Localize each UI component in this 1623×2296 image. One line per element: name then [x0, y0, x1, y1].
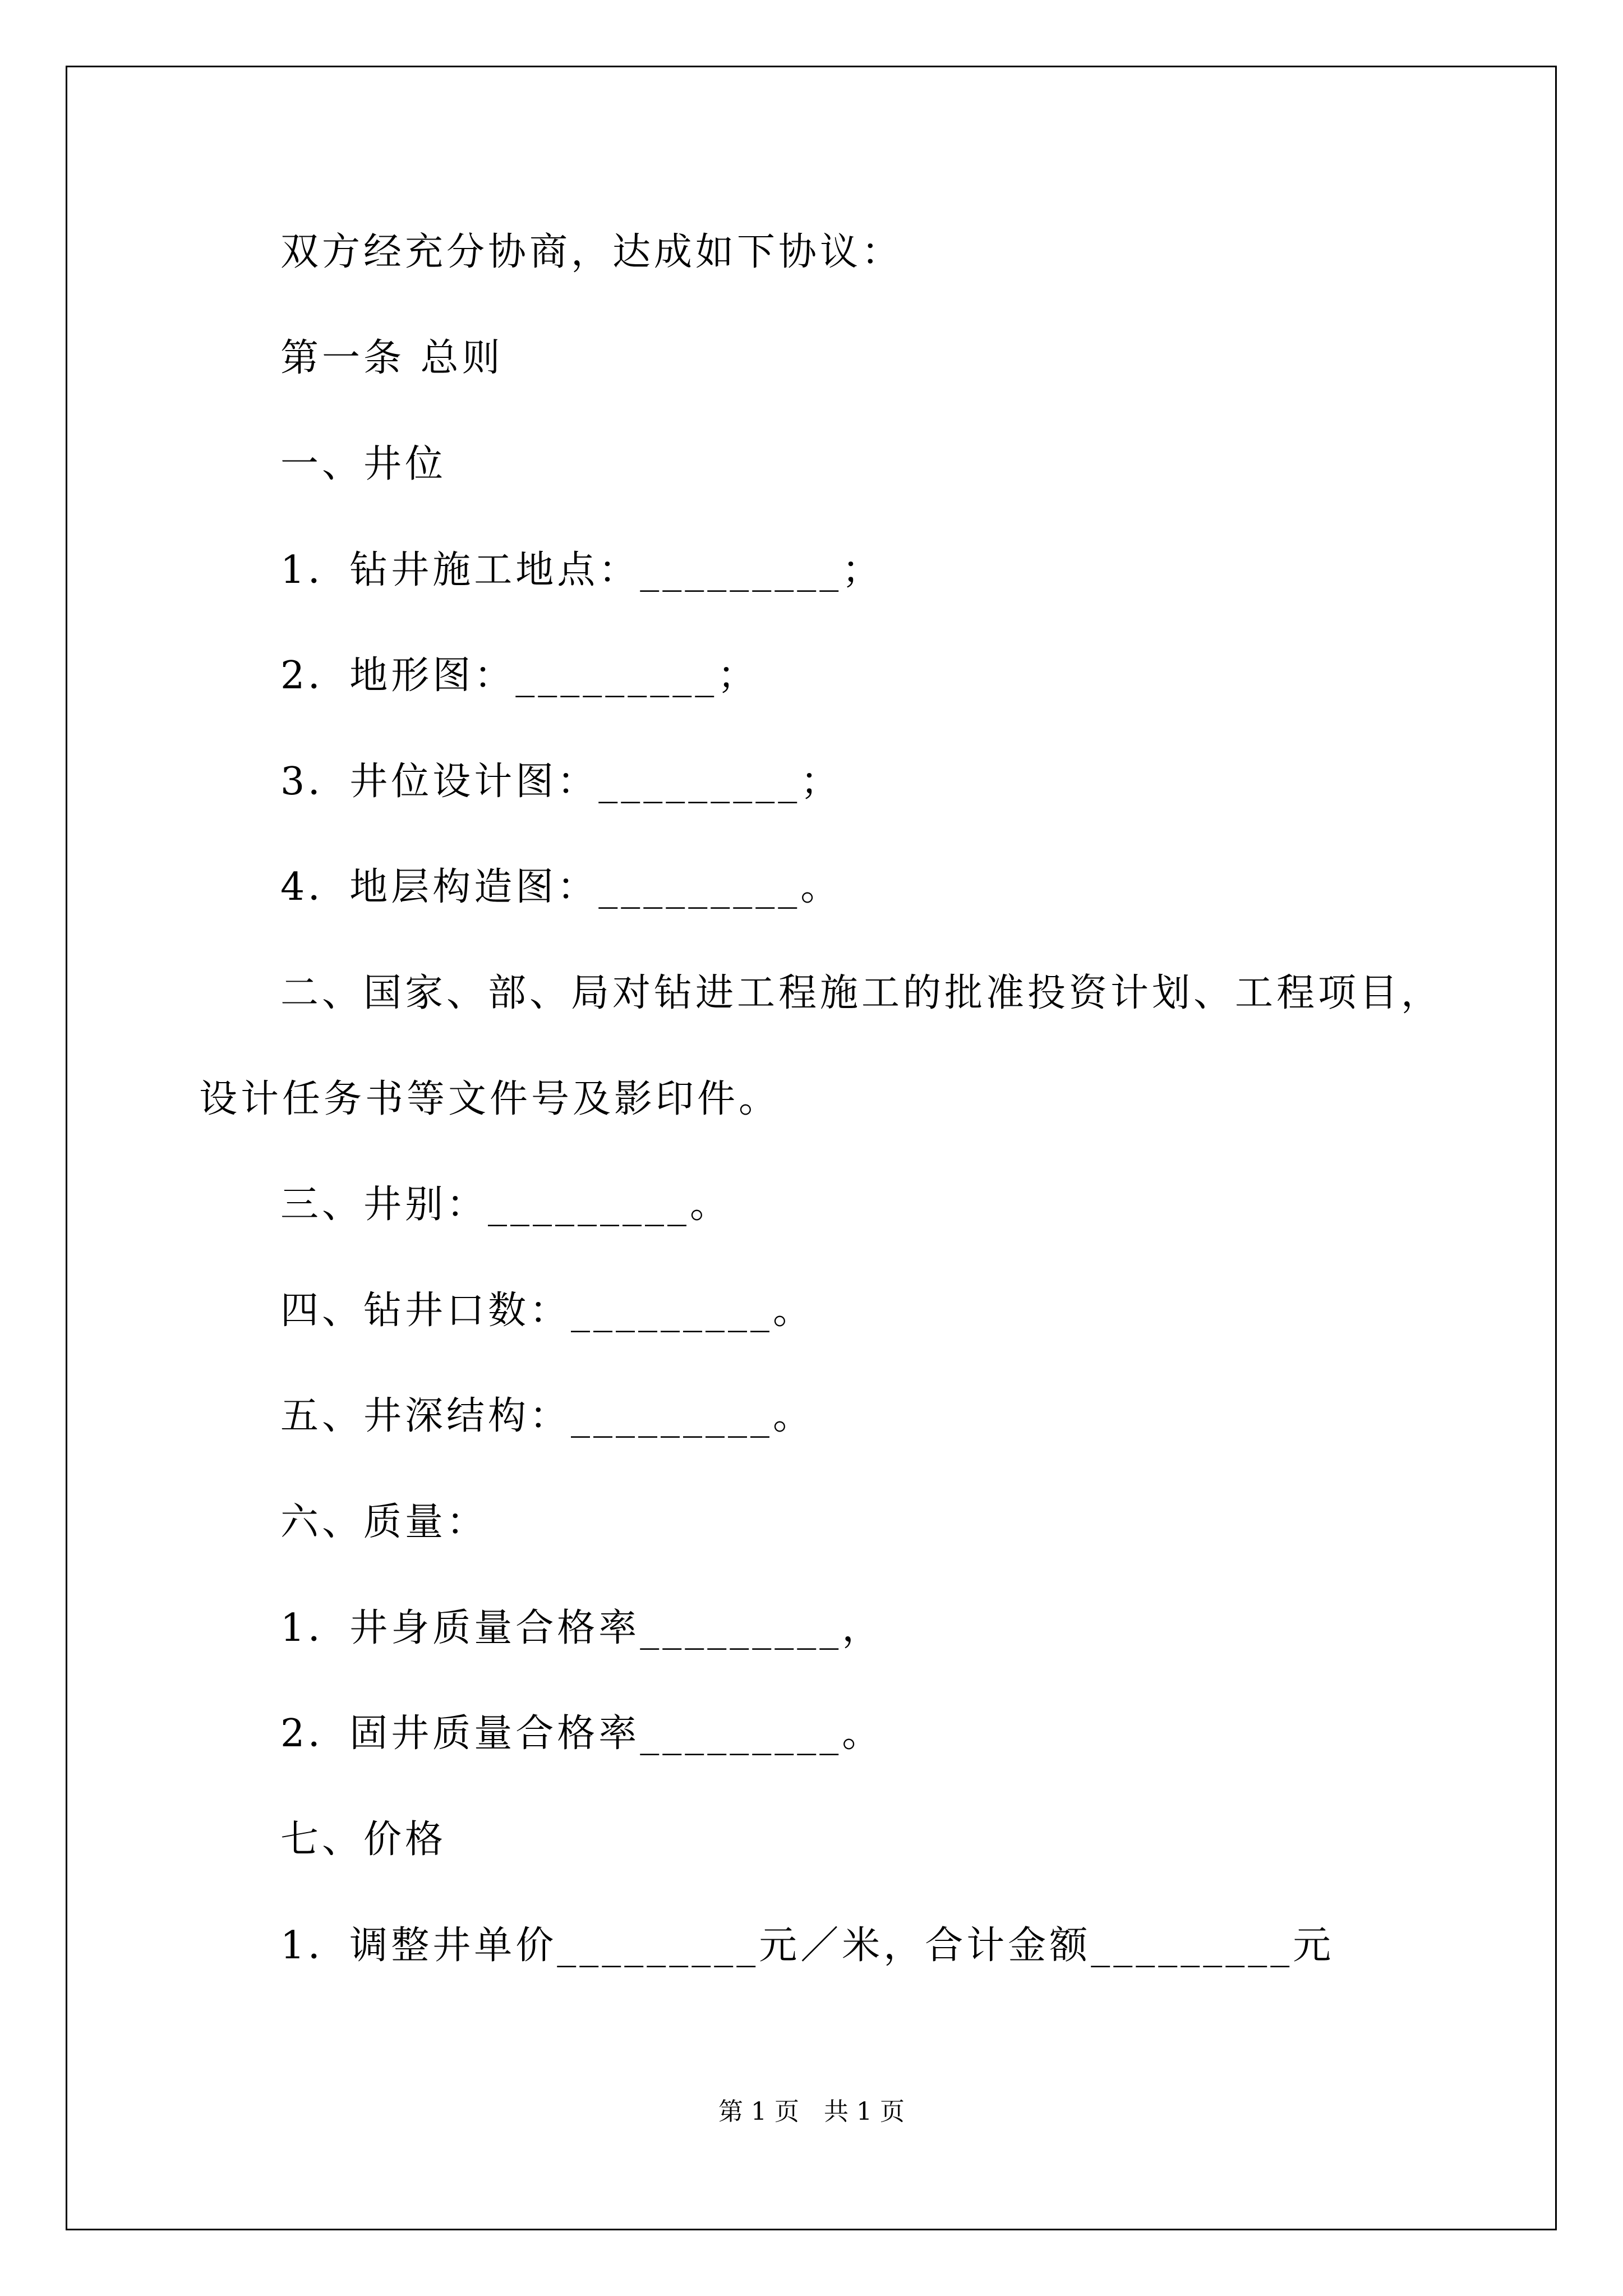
item-drilling-site: 1．钻井施工地点：_________；: [280, 548, 884, 592]
item-unit-price: 1．调整井单价_________元／米，合计金额_________元: [280, 1924, 1335, 1968]
heading-price: 七、价格: [280, 1818, 447, 1862]
page-border: [66, 66, 1557, 2230]
item-topographic-map: 2．地形图：_________；: [280, 654, 759, 698]
paragraph-agreement-intro: 双方经充分协商，达成如下协议：: [280, 230, 903, 274]
paragraph-approval-plan-continued: 设计任务书等文件号及影印件。: [199, 1077, 781, 1121]
heading-well-location: 一、井位: [280, 442, 447, 486]
heading-quality: 六、质量：: [280, 1500, 488, 1544]
item-wellbore-quality-rate: 1．井身质量合格率_________，: [280, 1606, 884, 1650]
page-number-footer: 第 1 页 共 1 页: [718, 2097, 905, 2126]
item-stratigraphic-map: 4．地层构造图：_________。: [280, 865, 842, 909]
heading-article-one: 第一条 总则: [280, 336, 504, 380]
item-well-depth-structure: 五、井深结构：_________。: [280, 1394, 815, 1438]
item-well-design-drawing: 3．井位设计图：_________；: [280, 760, 842, 804]
item-well-type: 三、井别：_________。: [280, 1182, 732, 1227]
item-cementing-quality-rate: 2．固井质量合格率_________。: [280, 1711, 884, 1756]
paragraph-approval-plan: 二、国家、部、局对钻进工程施工的批准投资计划、工程项目，: [280, 971, 1443, 1015]
item-well-count: 四、钻井口数：_________。: [280, 1289, 815, 1333]
